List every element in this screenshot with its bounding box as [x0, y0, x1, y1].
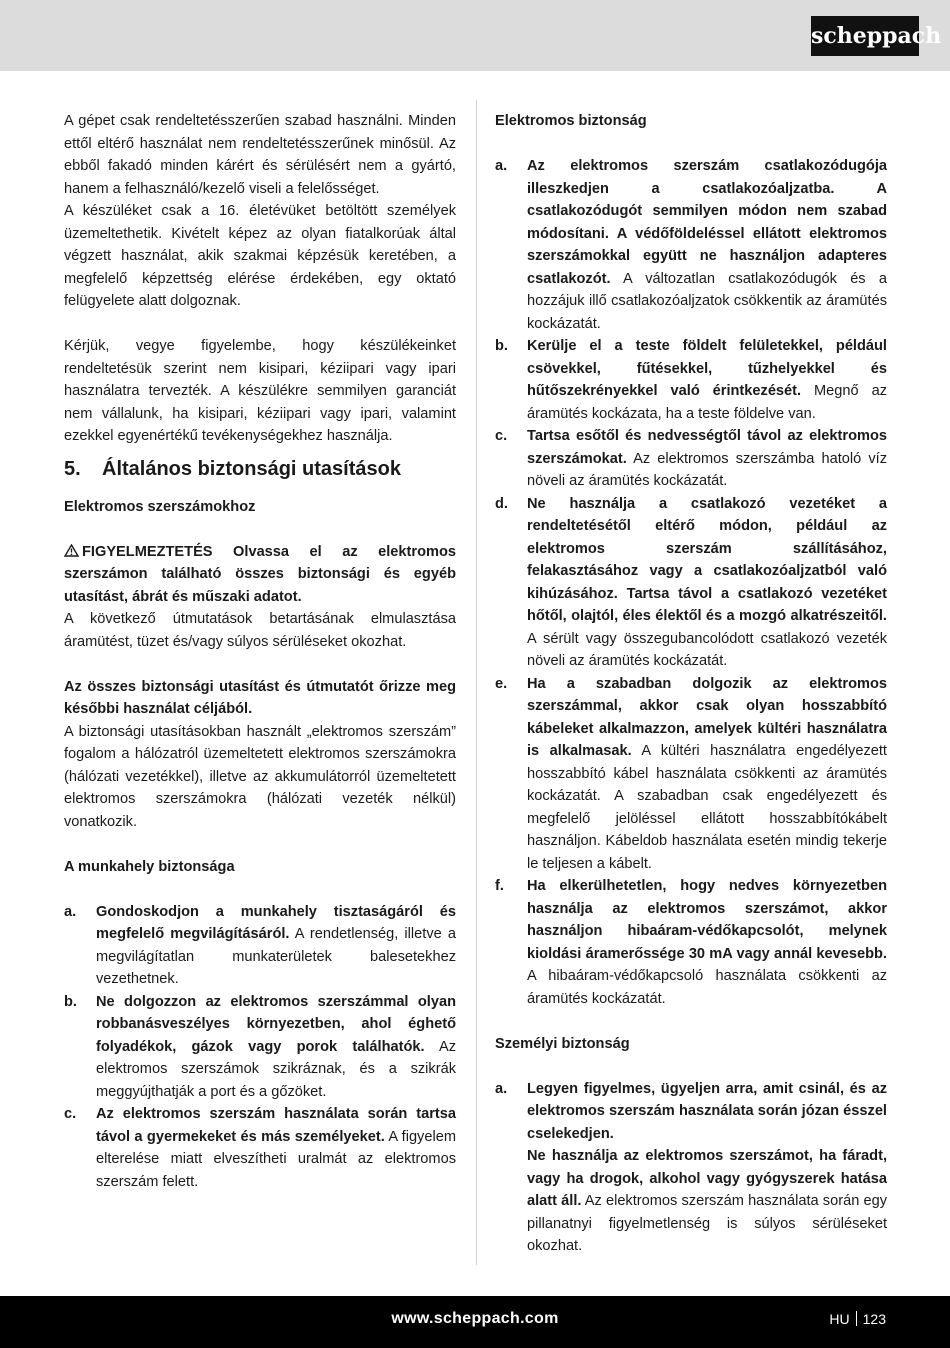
warning-block: [64, 541, 456, 609]
page-number-value: 123: [862, 1311, 886, 1327]
subheading-power-tools: Elektromos szerszámokhoz: [64, 498, 256, 515]
list-item: a. Legyen figyelmes, ügyeljen arra, amit csinál, és az elektromos szerszám használata során józan ésszel cselekedjen. Ne használja az elektromos szerszámot, ha fáradt, vagy ha drogok, alkohol vagy gyógyszerek hatása alatt áll. Az elektromos szerszám használata során egy pillanatnyi figyelmetlenség is súlyos sérüléseket okozhat.: [495, 1080, 887, 1254]
warning-triangle-icon: [64, 544, 79, 557]
paragraph-age-limit: A készüléket csak a 16. életévüket betöltött személyek üzemeltethetik. Kivételt képez az olyan fiatalkorúak által végzett használat, akik szakmai képzésük keretében, a megfelelő képzettség elérése érdekében, egy oktató felügyelete alatt dolgoznak.: [64, 203, 456, 309]
chapter-number: 5.: [64, 457, 81, 480]
list-item: f. Ha elkerülhetetlen, hogy nedves környezetben használja az elektromos szerszámot, akkor használjon hibaáram-védőkapcsolót, melynek kioldási áramerőssége 30 mA vagy annál kevesebb. A hibaáram-védőkapcsoló használata csökkenti az áramütés kockázatát.: [495, 878, 887, 1007]
subheading-workplace-safety: A munkahely biztonsága: [64, 858, 235, 875]
list-item: a. Gondoskodjon a munkahely tisztaságáról és megfelelő megvilágításáról. A rendetlenség, illetve a megvilágítatlan munkaterületek balesetekhez vezethetnek.: [64, 903, 456, 987]
paragraph-warranty: Kérjük, vegye figyelembe, hogy készülékeinket rendeltetésük szerint nem kisipari, kéziipari vagy ipari használatra tervezték. A készülékre semmilyen garanciát nem vállalunk, ha kisipari, kéziipari vagy ipari, valamint ezekkel egyenértékű tevékenységekhez használja.: [64, 338, 456, 444]
list-item: e. Ha a szabadban dolgozik az elektromos szerszámmal, akkor csak olyan hosszabbító kábeleket alkalmazzon, amelyek kültéri használatra is alkalmasak. A kültéri használatra engedélyezett hosszabbító kábel használata csökkenti az áramütés kockázatát. A szabadban csak engedélyezett és megfelelő jelöléssel ellátott hosszabbítókábelt használjon. Kábeldob használata esetén mindig tekerje le teljesen a kábelt.: [495, 675, 887, 872]
keep-instructions-text: A biztonsági utasításokban használt „elektromos szerszám” fogalom a hálózatról üzemeltetett elektromos szerszámokra (hálózati vezetékkel), illetve az akkumulátorról üzemeltetett elektromos szerszámokra (hálózati vezeték nélkül) vonatkozik.: [64, 723, 456, 830]
header-bar: [0, 0, 950, 71]
list-item: d. Ne használja a csatlakozó vezetéket a rendeltetésétől eltérő módon, például az elektromos szerszám szállításához, felakasztásához vagy a csatlakozóaljzatból való kihúzásához. Tartsa távol a csatlakozó vezetéket hőtől, olajtól, éles élektől és a mozgó alkatrészeitől. A sérült vagy összegubancolódott csatlakozó vezeték növeli az áramütés kockázatát.: [495, 495, 887, 669]
warning-bold-text: FIGYELMEZTETÉS Olvassa el az elektromos szerszámon található összes biztonsági és egyéb utasítást, ábrát és műszaki adatot.: [64, 543, 456, 605]
subheading-electrical-safety: Elektromos biztonság: [495, 113, 647, 129]
list-item: c. Tartsa esőtől és nedvességtől távol az elektromos szerszámokat. Az elektromos szerszámba hatoló víz növeli az áramütés kockázatát.: [495, 428, 887, 489]
chapter-title: Általános biztonsági utasítások: [102, 457, 401, 480]
scheppach-logo: scheppach: [811, 16, 919, 56]
page-number: [829, 1311, 886, 1327]
list-item: b. Ne dolgozzon az elektromos szerszámmal olyan robbanásveszélyes környezetben, ahol éghető folyadékok, gázok vagy porok találhatók. Az elektromos szerszámok szikráznak, és a szikrák meggyújthatják a port és a gőzöket.: [64, 993, 456, 1100]
chapter-heading: [64, 456, 456, 482]
column-divider: [476, 100, 477, 1265]
footer-bar: [0, 1296, 950, 1348]
warning-text: A következő útmutatások betartásának elmulasztása áramütést, tüzet és/vagy súlyos sérüléseket okozhat.: [64, 611, 456, 650]
list-item: a. Az elektromos szerszám csatlakozódugója illeszkedjen a csatlakozóaljzatba. A csatlakozódugót semmilyen módon nem szabad módosítani. A védőföldeléssel ellátott elektromos szerszámokkal együtt ne használjon adapteres csatlakozót. A változatlan csatlakozódugók és a hozzájuk illő csatlakozóaljzatok csökkentik az áramütés kockázatát.: [495, 158, 887, 332]
footer-url: www.scheppach.com: [391, 1310, 559, 1327]
right-column: [495, 110, 887, 1258]
list-item: b. Kerülje el a teste földelt felületekkel, például csövekkel, fűtésekkel, tűzhelyekkel és hűtőszekrényekkel való érintkezését. Megnő az áramütés kockázata, ha a teste földelve van.: [495, 338, 887, 422]
paragraph-intended-use: A gépet csak rendeltetésszerűen szabad használni. Minden ettől eltérő használat nem rendeltetésszerűnek minősül. Az ebből fakadó minden kárért és sérülésért nem a gyártó, hanem a felhasználó/kezelő viseli a felelősséget.: [64, 113, 456, 197]
left-column: [64, 110, 456, 1193]
subheading-personal-safety: Személyi biztonság: [495, 1035, 630, 1052]
language-code: HU: [829, 1311, 850, 1327]
keep-instructions-bold: Az összes biztonsági utasítást és útmutatót őrizze meg későbbi használat céljából.: [64, 678, 456, 717]
list-item: c. Az elektromos szerszám használata során tartsa távol a gyermekeket és más személyeket. A figyelem elterelése miatt elveszítheti uralmát az elektromos szerszám felett.: [64, 1106, 456, 1190]
